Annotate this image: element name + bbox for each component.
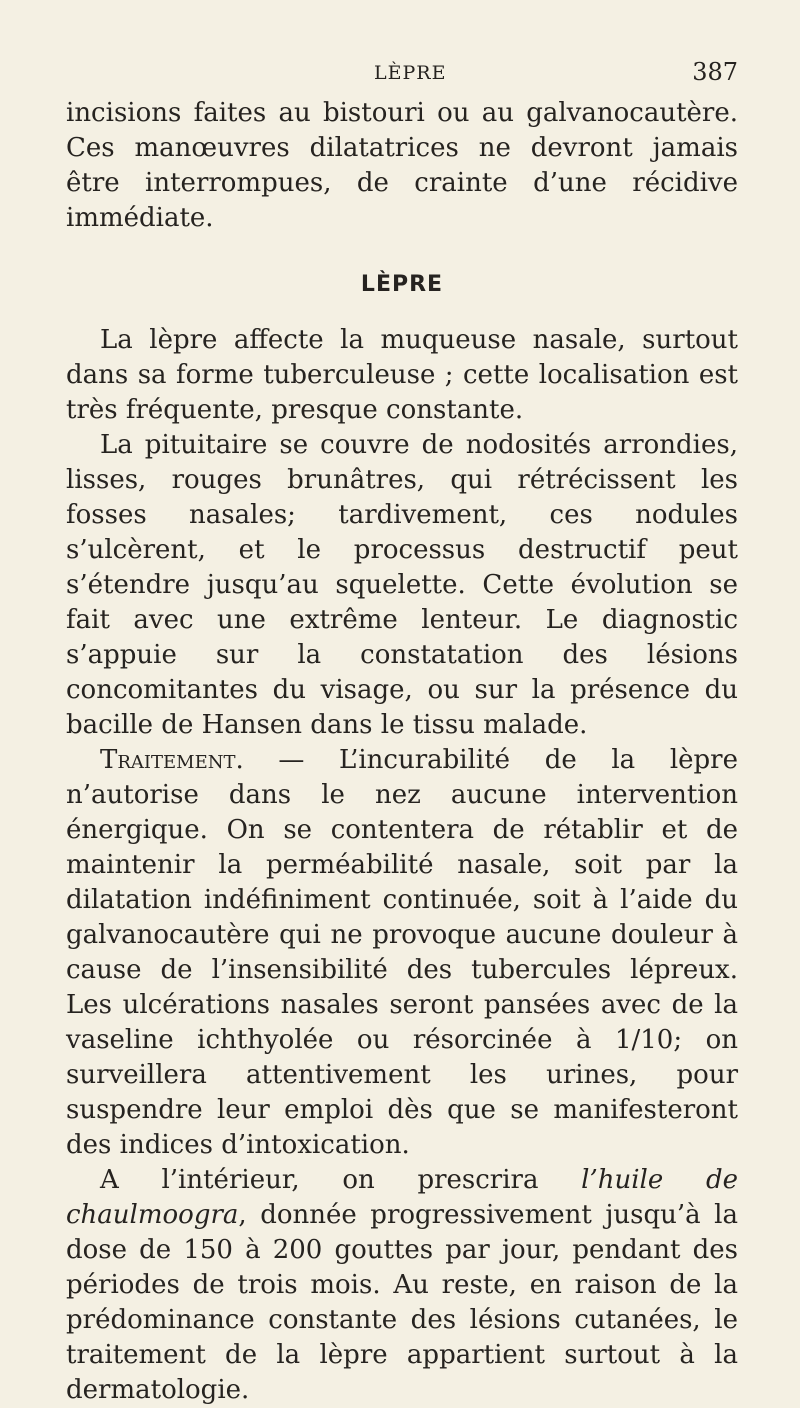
paragraph-4-end: , donnée progressivement jusqu’à la dose de 150 à 200 gouttes par jour, pendant des périodes de trois mois. Au reste, en raison de la prédominance constante des lésions cutanées, le traitement de la lèpre appartient surtout à la dermatologie.: [66, 1200, 738, 1405]
book-page: [66, 56, 738, 1408]
remedy-name: l’huile de chaulmoogra: [66, 1165, 738, 1230]
page-header: [66, 56, 738, 96]
running-head: LÈPRE: [374, 62, 447, 84]
paragraph-4-start: A l’intérieur, on prescrira: [100, 1165, 582, 1195]
treatment-text: — L’incurabilité de la lèpre n’autorise dans le nez aucune intervention énergique. On se contentera de rétablir et de maintenir la perméabilité nasale, soit par la dilatation indéfiniment continuée, soit à l’aide du galvanocautère qui ne provoque aucune douleur à cause de l’insensibilité des tubercules lépreux. Les ulcérations nasales seront pansées avec de la vaseline ichthyolée ou résorcinée à 1/10; on surveillera attentivement les urines, pour suspendre leur emploi dès que se manifesteront des indices d’intoxication.: [66, 745, 738, 1160]
page-number: 387: [692, 58, 738, 86]
paragraph-2: La pituitaire se couvre de nodosités arrondies, lisses, rouges brunâtres, qui rétrécissent les fosses nasales; tardivement, ces nodules s’ulcèrent, et le processus destructif peut s’étendre jusqu’au squelette. Cette évolution se fait avec une extrême lenteur. Le diagnostic s’appuie sur la constatation des lésions concomitantes du visage, ou sur la présence du bacille de Hansen dans le tissu malade.: [66, 430, 738, 740]
treatment-heading: Traitement.: [100, 745, 244, 775]
continuation-paragraph: incisions faites au bistouri ou au galvanocautère. Ces manœuvres dilatatrices ne devront jamais être interrompues, de crainte d’une récidive immédiate.: [66, 98, 738, 233]
paragraph-treatment: [66, 743, 738, 1163]
paragraph-1: La lèpre affecte la muqueuse nasale, surtout dans sa forme tuberculeuse ; cette localisation est très fréquente, presque constante.: [66, 325, 738, 425]
paragraph-4: [66, 1163, 738, 1408]
section-title: LÈPRE: [360, 272, 444, 297]
